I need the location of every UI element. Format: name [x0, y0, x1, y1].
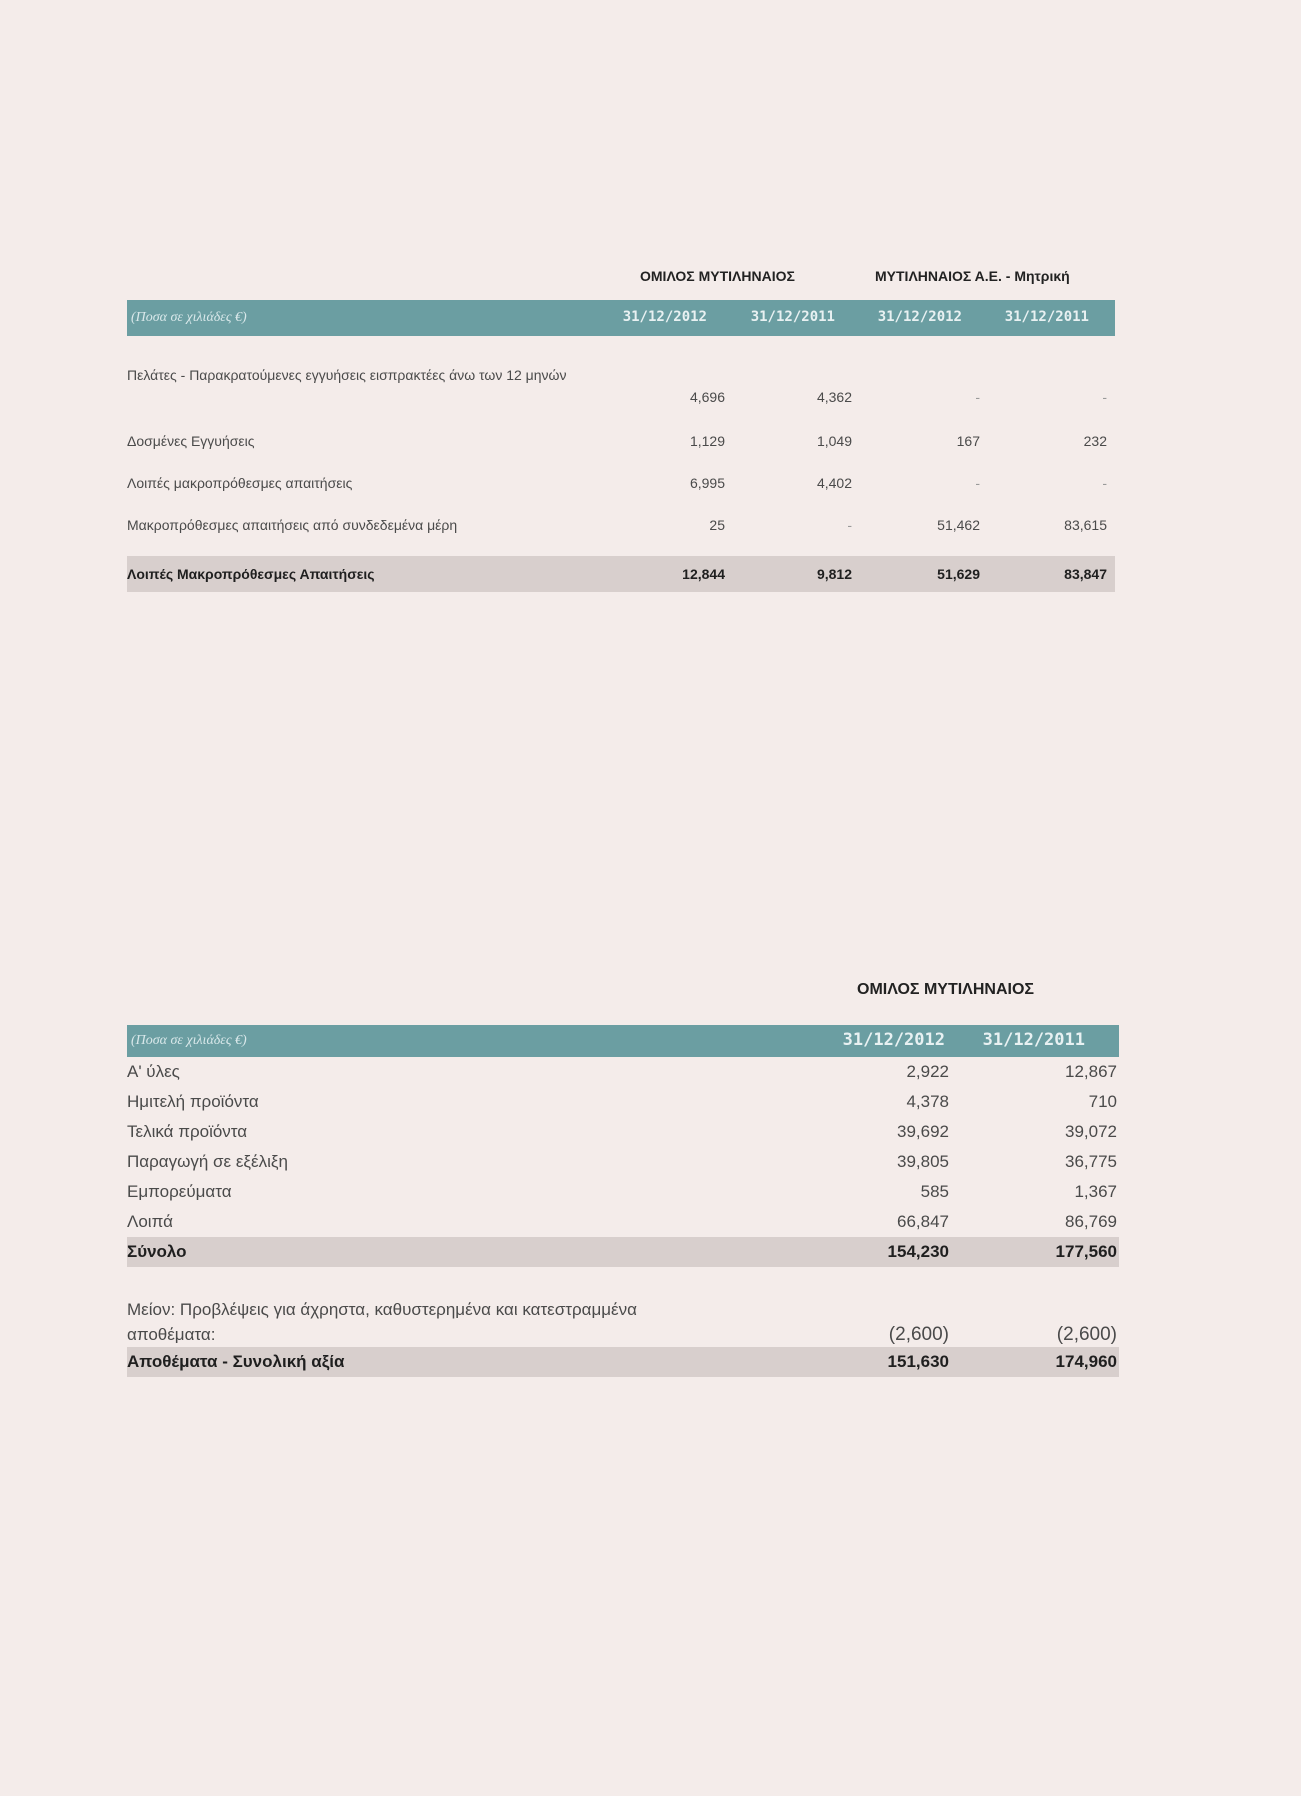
cell-value: 4,378 [906, 1092, 949, 1111]
provision-label: Μείον: Προβλέψεις για άχρηστα, καθυστερημένα και κατεστραμμένα αποθέματα: [127, 1300, 637, 1344]
cell-value: 4,696 [689, 389, 725, 405]
table-row [127, 430, 1115, 472]
cell-value: 4,402 [816, 475, 852, 491]
cell-value: 6,995 [689, 475, 725, 491]
provision-value: (2,600) [888, 1324, 949, 1345]
table-row [127, 1117, 1119, 1147]
row-spacer [127, 1267, 1119, 1297]
table-row [127, 1087, 1119, 1117]
cell-value: 1,049 [816, 433, 852, 449]
table-row [127, 1207, 1119, 1237]
total-value: 151,630 [887, 1352, 949, 1371]
cell-value: - [847, 517, 852, 533]
provision-value: (2,600) [1056, 1324, 1117, 1345]
table-row [127, 514, 1115, 556]
cell-value: 86,769 [1065, 1212, 1117, 1231]
row-label: Τελικά προϊόντα [127, 1122, 248, 1141]
cell-value: - [1102, 475, 1107, 491]
group-header-parent: ΜΥΤΙΛΗΝΑΙΟΣ Α.Ε. - Μητρική [875, 268, 1070, 284]
cell-value: 232 [1083, 433, 1107, 449]
row-label: Λοιπά [127, 1212, 173, 1231]
provision-row [127, 1297, 1119, 1347]
total-value: 12,844 [682, 566, 725, 582]
cell-value: 710 [1088, 1092, 1117, 1111]
cell-value: 2,922 [906, 1062, 949, 1081]
total-row [127, 556, 1115, 592]
subtotal-label: Σύνολο [127, 1242, 187, 1261]
cell-value: - [975, 475, 980, 491]
cell-value: 1,367 [1074, 1182, 1117, 1201]
row-label: Παραγωγή σε εξέλιξη [127, 1152, 288, 1171]
cell-value: 1,129 [689, 433, 725, 449]
subtotal-value: 177,560 [1055, 1242, 1117, 1261]
row-label: Εμπορεύματα [127, 1182, 232, 1201]
table-header-band [127, 1025, 1119, 1057]
column-header-date: 31/12/2011 [982, 1030, 1085, 1050]
table-row [127, 472, 1115, 514]
total-label: Αποθέματα - Συνολική αξία [127, 1352, 345, 1371]
cell-value: 66,847 [897, 1212, 949, 1231]
cell-value: 83,615 [1064, 517, 1107, 533]
units-label: (Ποσα σε χιλιάδες €) [131, 1033, 247, 1048]
table-row [127, 1057, 1119, 1087]
column-header-date: 31/12/2011 [750, 309, 835, 325]
column-header-date: 31/12/2011 [1004, 309, 1089, 325]
column-header-date: 31/12/2012 [877, 309, 962, 325]
cell-value: 25 [709, 517, 725, 533]
total-value: 174,960 [1055, 1352, 1117, 1371]
total-row [127, 1347, 1119, 1377]
subtotal-value: 154,230 [887, 1242, 949, 1261]
cell-value: 4,362 [816, 389, 852, 405]
units-label: (Ποσα σε χιλιάδες €) [131, 310, 247, 325]
row-label: Α' ύλες [127, 1062, 180, 1081]
total-value: 51,629 [937, 566, 980, 582]
column-header-date: 31/12/2012 [622, 309, 707, 325]
group-header-group: ΟΜΙΛΟΣ ΜΥΤΙΛΗΝΑΙΟΣ [640, 268, 795, 284]
receivables-table [127, 262, 1115, 592]
column-group-headers [127, 262, 1115, 300]
cell-value: 585 [920, 1182, 949, 1201]
subtotal-row [127, 1237, 1119, 1267]
group-header-group: ΟΜΙΛΟΣ ΜΥΤΙΛΗΝΑΙΟΣ [857, 981, 1034, 998]
row-label: Πελάτες - Παρακρατούμενες εγγυήσεις εισπρακτέες άνω των 12 μηνών [127, 367, 567, 383]
cell-value: - [975, 389, 980, 405]
cell-value: - [1102, 389, 1107, 405]
cell-value: 12,867 [1065, 1062, 1117, 1081]
row-label: Ημιτελή προϊόντα [127, 1092, 259, 1111]
table-header-band [127, 300, 1115, 336]
cell-value: 51,462 [937, 517, 980, 533]
table-row [127, 364, 1115, 430]
total-label: Λοιπές Μακροπρόθεσμες Απαιτήσεις [127, 566, 375, 582]
total-value: 9,812 [816, 566, 852, 582]
cell-value: 39,072 [1065, 1122, 1117, 1141]
row-label: Δοσμένες Εγγυήσεις [127, 433, 255, 449]
cell-value: 39,805 [897, 1152, 949, 1171]
table-row [127, 1147, 1119, 1177]
cell-value: 39,692 [897, 1122, 949, 1141]
table-body [127, 1057, 1119, 1377]
cell-value: 36,775 [1065, 1152, 1117, 1171]
table-row [127, 1177, 1119, 1207]
row-label: Λοιπές μακροπρόθεσμες απαιτήσεις [127, 475, 353, 491]
cell-value: 167 [956, 433, 980, 449]
column-header-date: 31/12/2012 [842, 1030, 945, 1050]
total-value: 83,847 [1064, 566, 1107, 582]
row-label: Μακροπρόθεσμες απαιτήσεις από συνδεδεμένα μέρη [127, 517, 458, 533]
table-body [127, 364, 1115, 592]
